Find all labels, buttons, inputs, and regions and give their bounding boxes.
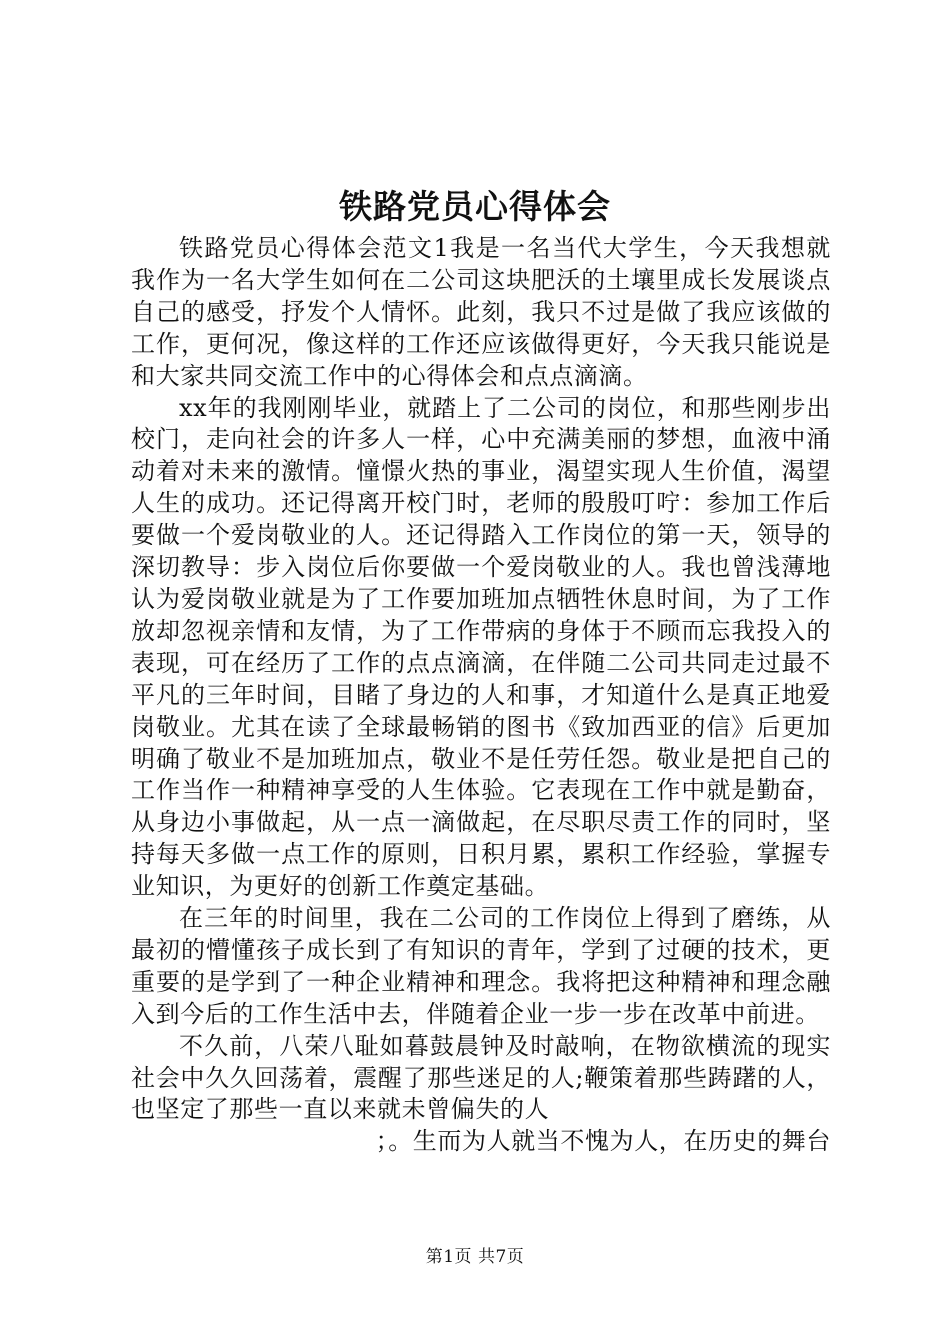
document-body: [131, 233, 831, 1158]
document-title: 铁路党员心得体会: [339, 187, 611, 226]
paragraph-1: 铁路党员心得体会范文1我是一名当代大学生，今天我想就我作为一名大学生如何在二公司这块肥沃的土壤里成长发展谈点自己的感受，抒发个人情怀。此刻，我只不过是做了我应该做的工作，更何况，像这样的工作还应该做得更好，今天我只能说是和大家共同交流工作中的心得体会和点点滴滴。: [131, 234, 831, 390]
paragraph-4: 不久前，八荣八耻如暮鼓晨钟及时敲响，在物欲横流的现实社会中久久回荡着，震醒了那些迷足的人;鞭策着那些踌躇的人，也坚定了那些一直以来就未曾偏失的人: [131, 1031, 831, 1124]
paragraph-3: 在三年的时间里，我在二公司的工作岗位上得到了磨练，从最初的懵懂孩子成长到了有知识的青年，学到了过硬的技术，更重要的是学到了一种企业精神和理念。我将把这种精神和理念融入到今后的工作生活中去，伴随着企业一步一步在改革中前进。: [131, 904, 831, 1028]
paragraph-fragment: ；。生而为人就当不愧为人，在历史的舞台: [375, 1127, 831, 1156]
page-footer: 第1页 共7页: [425, 1247, 525, 1267]
paragraph-2: xx年的我刚刚毕业，就踏上了二公司的岗位，和那些刚步出校门，走向社会的许多人一样，心中充满美丽的梦想，血液中涌动着对未来的激情。憧憬火热的事业，渴望实现人生价值，渴望人生的成功。还记得离开校门时，老师的殷殷叮咛：参加工作后要做一个爱岗敬业的人。还记得踏入工作岗位的第一天，领导的深切教导：步入岗位后你要做一个爱岗敬业的人。我也曾浅薄地认为爱岗敬业就是为了工作要加班加点牺牲休息时间，为了工作放却忽视亲情和友情，为了工作带病的身体于不顾而忘我投入的表现，可在经历了工作的点点滴滴，在伴随二公司共同走过最不平凡的三年时间，目睹了身边的人和事，才知道什么是真正地爱岗敬业。尤其在读了全球最畅销的图书《致加西亚的信》后更加明确了敬业不是加班加点，敬业不是任劳任怨。敬业是把自己的工作当作一种精神享受的人生体验。它表现在工作中就是勤奋，从身边小事做起，从一点一滴做起，在尽职尽责工作的同时，坚持每天多做一点工作的原则，日积月累，累积工作经验，掌握专业知识，为更好的创新工作奠定基础。: [131, 393, 831, 901]
